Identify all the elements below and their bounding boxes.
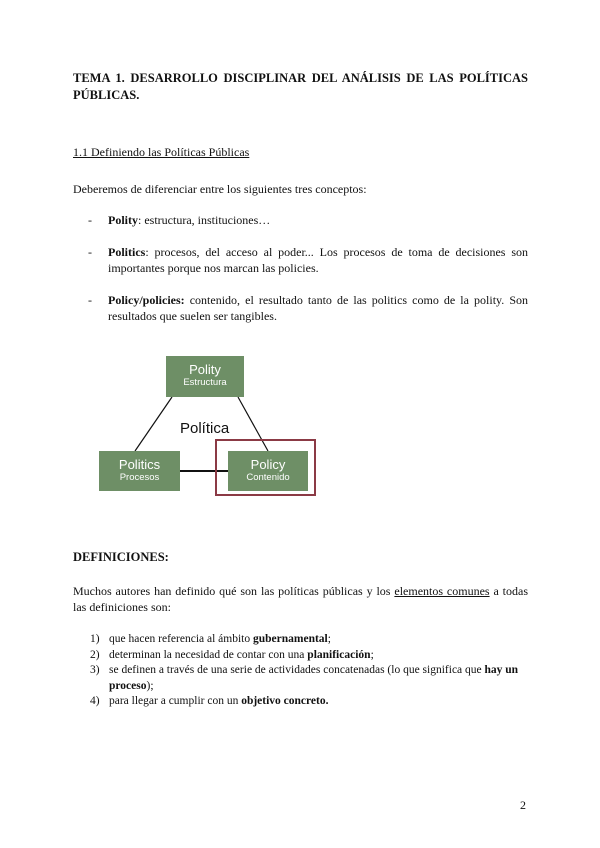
term-politics: Politics <box>108 245 146 259</box>
list-number: 2) <box>90 648 100 661</box>
item-end: ); <box>146 679 154 692</box>
politics-box-subtitle: Procesos <box>119 472 160 483</box>
bullet-dash: - <box>88 293 92 307</box>
politics-box-title: Politics <box>118 457 161 472</box>
list-item <box>90 663 530 694</box>
item-text: que hacen referencia al ámbito <box>109 633 253 645</box>
document-title <box>73 70 528 104</box>
policy-box-title: Policy <box>250 457 286 472</box>
definitions-underlined-text: elementos comunes <box>394 584 490 598</box>
definition-polity: : estructura, instituciones… <box>138 213 271 227</box>
list-number: 4) <box>90 695 100 707</box>
page-number: 2 <box>520 798 526 812</box>
title-line-2: PÚBLICAS. <box>73 88 140 102</box>
section-heading: 1.1 Definiendo las Políticas Públicas <box>73 145 250 159</box>
title-line-1: TEMA 1. DESARROLLO DISCIPLINAR DEL ANÁLISIS DE LAS POLÍTICAS <box>73 71 528 85</box>
connector-polity-politics <box>135 397 172 451</box>
definition-policy: contenido, el resultado tanto de las politics como de la polity. Son resultados que suelen ser tangibles. <box>108 293 528 323</box>
item-text: para llegar a cumplir con un <box>109 695 242 707</box>
polity-box-subtitle: Estructura <box>183 377 227 388</box>
list-item-polity <box>88 212 528 228</box>
item-bold: objetivo concreto. <box>241 695 329 707</box>
concepts-diagram <box>90 350 330 502</box>
definitions-paragraph <box>73 583 528 615</box>
list-item <box>90 648 530 664</box>
term-policy: Policy/policies: <box>108 293 185 307</box>
item-bold: gubernamental <box>253 633 328 645</box>
item-end: ; <box>327 633 331 645</box>
definition-politics: : procesos, del acceso al poder... Los procesos de toma de decisiones son importantes porque nos marcan las policies. <box>108 245 528 275</box>
diagram-center-label: Política <box>180 420 230 437</box>
list-item <box>90 694 530 710</box>
item-text: se definen a través de una serie de actividades concatenadas (lo que significa que <box>109 664 485 676</box>
policy-box-subtitle: Contenido <box>246 472 290 483</box>
policy-highlight-frame <box>215 439 316 496</box>
polity-box <box>166 356 244 397</box>
list-item-policy <box>88 292 528 324</box>
item-text: determinan la necesidad de contar con una <box>109 648 308 661</box>
concepts-list <box>88 212 528 340</box>
item-bold: planificación <box>307 648 371 661</box>
bullet-dash: - <box>88 245 92 259</box>
definitions-heading: DEFINICIONES: <box>73 550 169 564</box>
definitions-list <box>90 632 530 710</box>
definitions-text-after: a todas las definiciones son: <box>73 584 529 614</box>
item-bold: hay un proceso <box>109 664 519 692</box>
bullet-dash: - <box>88 213 92 227</box>
list-number: 3) <box>90 664 100 676</box>
politics-box <box>99 451 180 491</box>
item-end: ; <box>370 648 374 661</box>
definitions-text-before: Muchos autores han definido qué son las políticas públicas y los <box>73 584 395 598</box>
list-item-politics <box>88 244 528 276</box>
intro-paragraph: Deberemos de diferenciar entre los siguientes tres conceptos: <box>73 182 367 196</box>
term-polity: Polity <box>108 213 138 227</box>
polity-box-title: Polity <box>189 362 221 377</box>
list-item <box>90 632 530 648</box>
list-number: 1) <box>90 633 100 645</box>
